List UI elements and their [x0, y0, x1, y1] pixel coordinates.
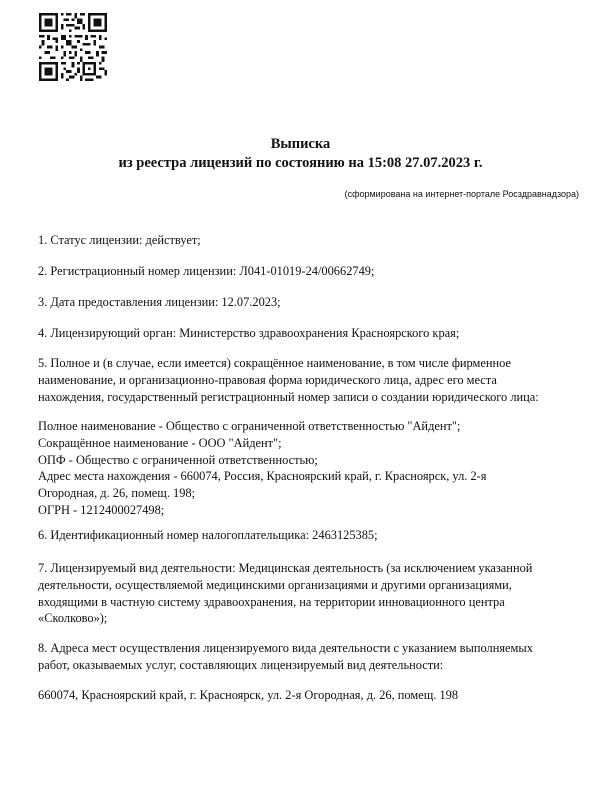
document-title: Выписка — [270, 136, 331, 152]
org-address-line-2: Огородная, д. 26, помещ. 198; — [38, 486, 196, 501]
license-issue-date: 3. Дата предоставления лицензии: 12.07.2023; — [38, 295, 281, 309]
org-opf: ОПФ - Общество с ограниченной ответственностью; — [38, 452, 318, 467]
name-section: 5. Полное и (в случае, если имеется) сокращённое наименование, в том числе фирменное наименование, и организационно-правовая форма юридического лица, адрес его места нахождения, государственный регистрационный номер записи о создании юридического лица: — [38, 356, 539, 404]
taxpayer-id: 6. Идентификационный номер налогоплательщика: 2463125385; — [38, 528, 378, 542]
org-short-name: Сокращённое наименование - ООО "Айдент"; — [38, 435, 282, 450]
license-reg-number: 2. Регистрационный номер лицензии: Л041-01019-24/00662749; — [38, 264, 375, 278]
document-header — [0, 135, 601, 173]
org-address-line-1: Адрес места нахождения - 660074, Россия, Красноярский край, г. Красноярск, ул. 2-я — [38, 469, 487, 484]
document-subtitle: из реестра лицензий по состоянию на 15:08 27.07.2023 г. — [118, 155, 483, 171]
license-status: 1. Статус лицензии: действует; — [38, 233, 201, 247]
formed-note: (сформирована на интернет-портале Росздравнадзора) — [344, 189, 579, 199]
activity-address: 660074, Красноярский край, г. Красноярск, ул. 2-я Огородная, д. 26, помещ. 198 — [38, 688, 459, 702]
licensed-activity: 7. Лицензируемый вид деятельности: Медицинская деятельность (за исключением указанной деятельности, осуществляемой медицинскими организациями и другими организациями, входящими в частную систему здравоохранения, на территории инновационного центра «Сколково»); — [38, 561, 533, 626]
activity-addresses: 8. Адреса мест осуществления лицензируемого вида деятельности с указанием выполняемых работ, оказываемых услуг, составляющих лицензируемый вид деятельности: — [38, 641, 533, 672]
org-ogrn: ОГРН - 1212400027498; — [38, 502, 165, 517]
org-full-name: Полное наименование - Общество с ограниченной ответственностью "Айдент"; — [38, 419, 461, 433]
org-details — [38, 418, 568, 519]
licensing-authority: 4. Лицензирующий орган: Министерство здравоохранения Красноярского края; — [38, 326, 460, 340]
qr-code-icon — [39, 13, 107, 81]
